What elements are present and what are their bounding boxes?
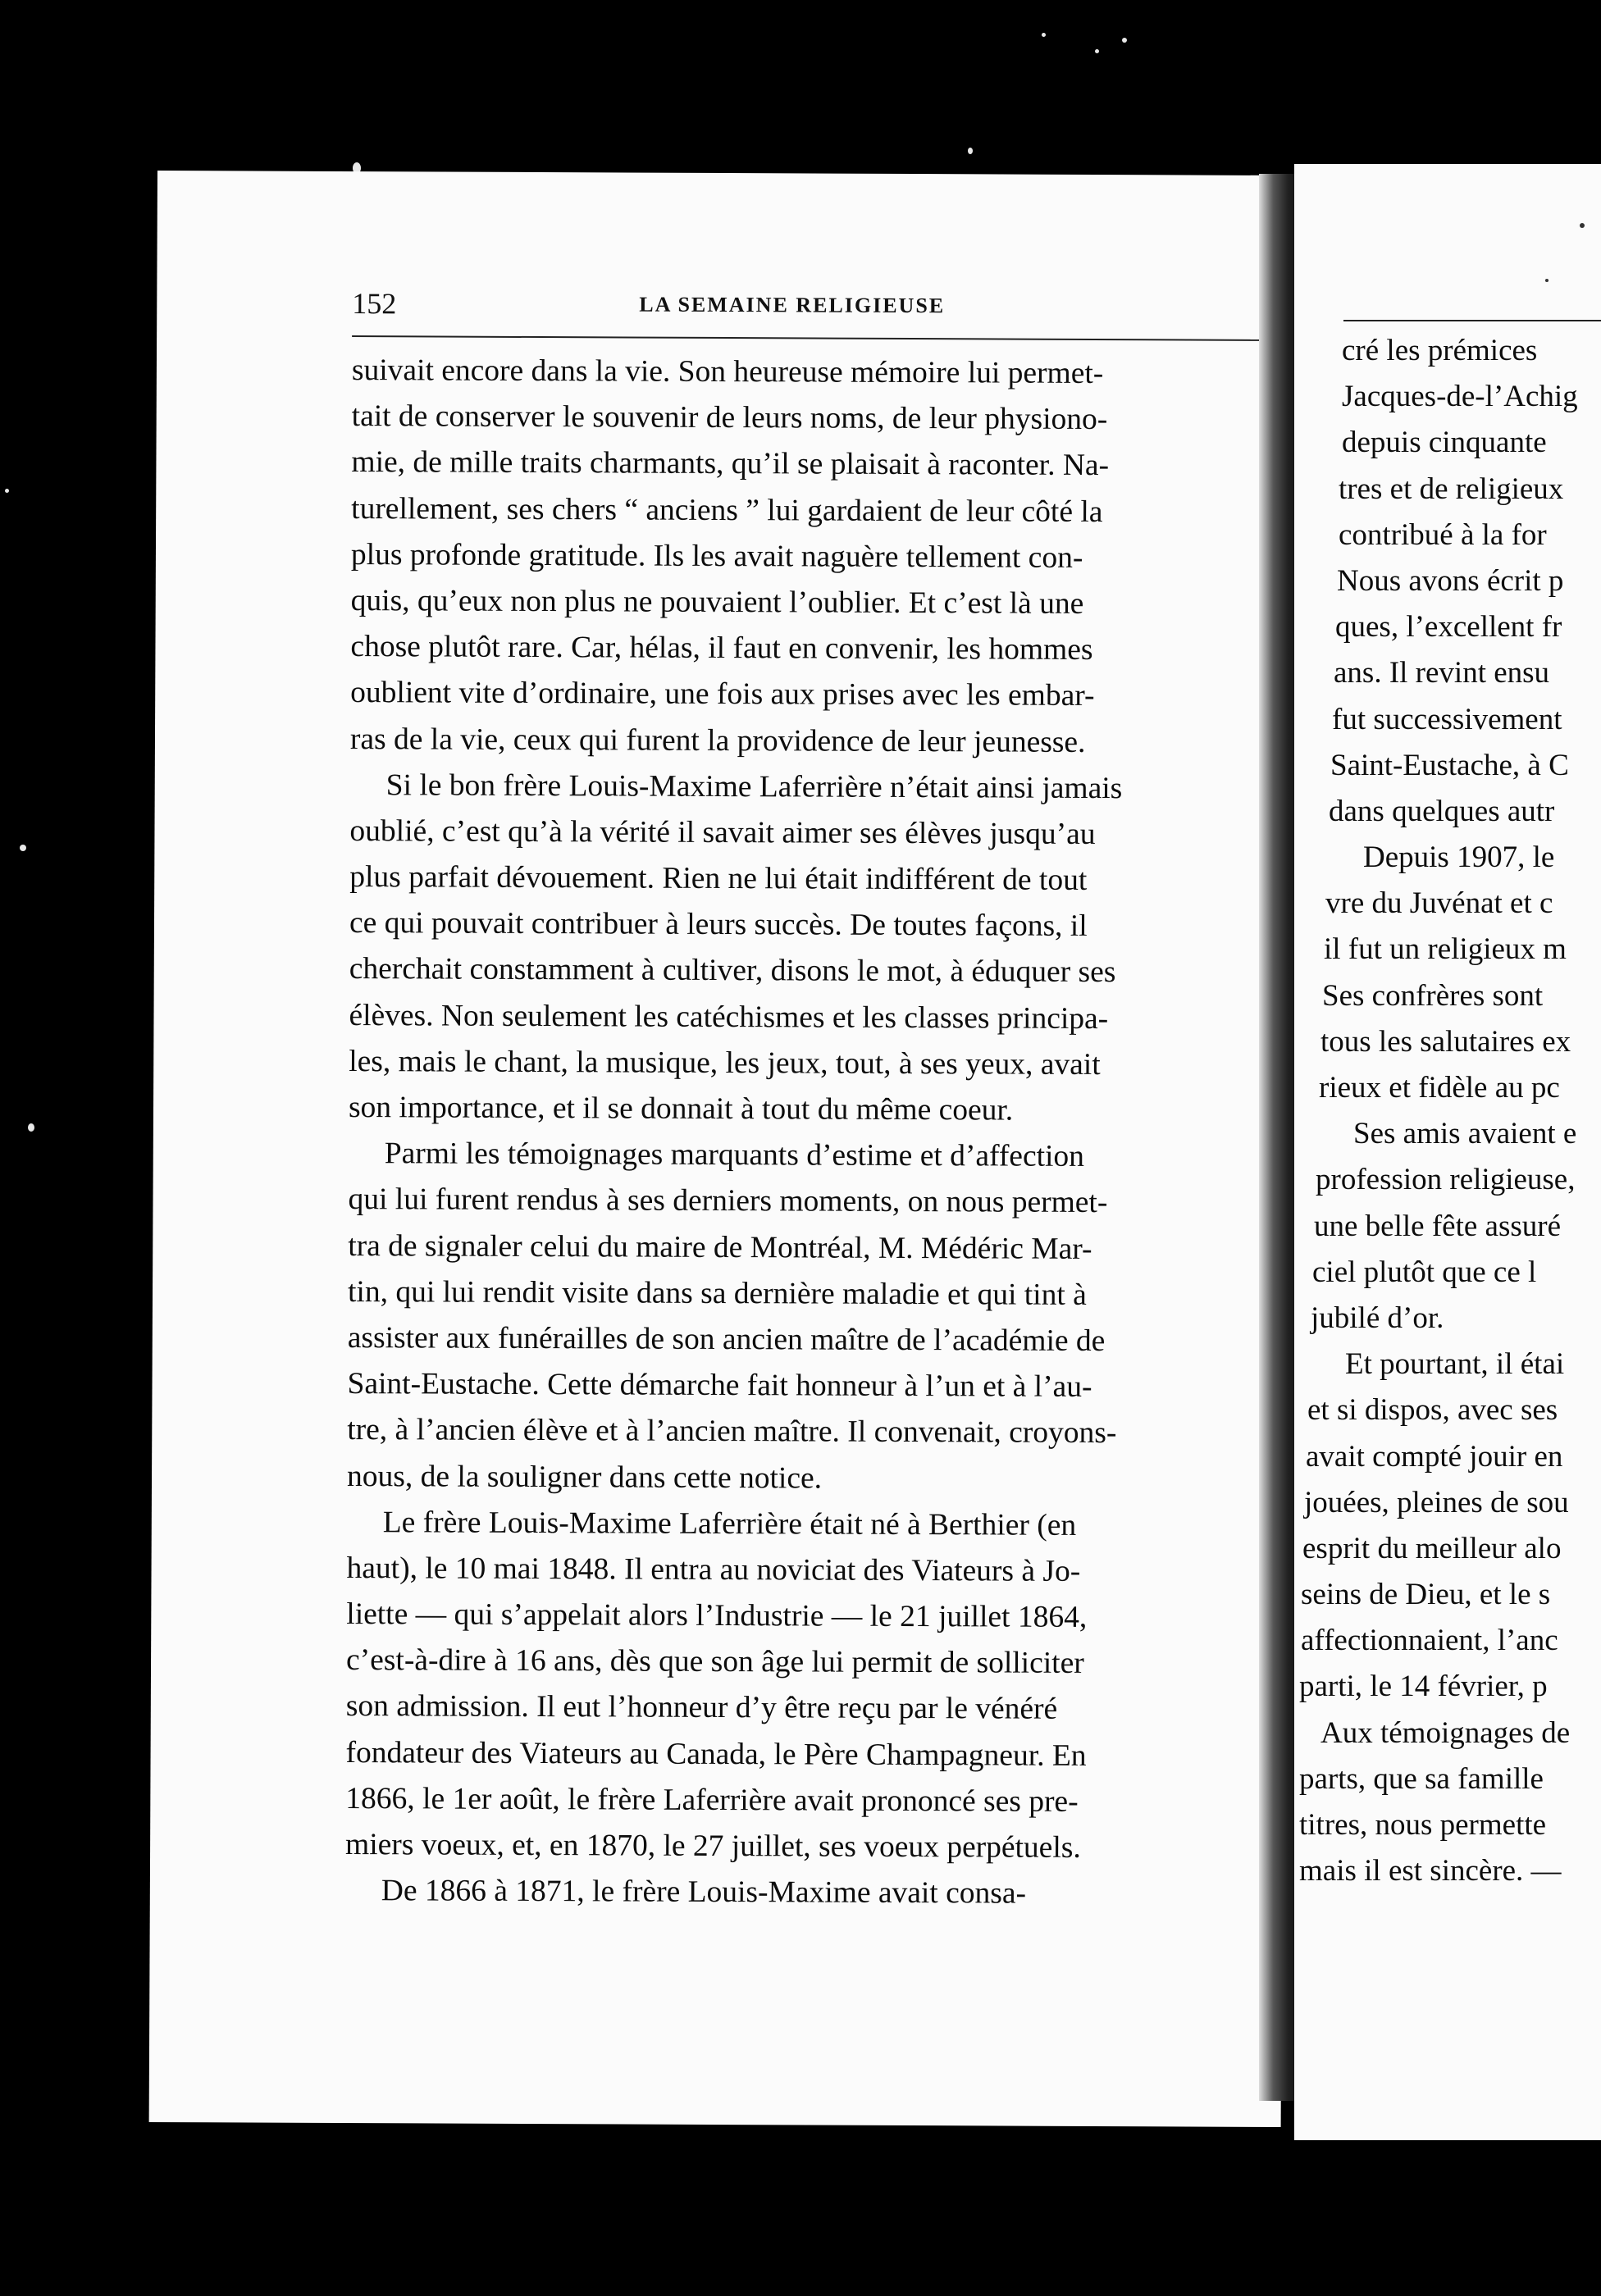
text-line: parts, que sa famille <box>1299 1761 1544 1796</box>
text-line: mie, de mille traits charmants, qu’il se plaisait à raconter. Na- <box>351 445 1110 483</box>
scan-speck <box>1122 38 1127 43</box>
text-line: affectionnaient, l’anc <box>1301 1624 1558 1658</box>
running-title: LA SEMAINE RELIGIEUSE <box>639 292 946 318</box>
text-line: tres et de religieux <box>1339 472 1564 506</box>
page-header <box>352 286 1261 330</box>
scan-speck <box>1095 49 1099 53</box>
scan-speck <box>5 489 9 493</box>
text-line: Saint-Eustache, à C <box>1330 748 1569 782</box>
text-line: liette — qui s’appelait alors l’Industrie — le 21 juillet 1864, <box>346 1597 1088 1635</box>
speck <box>1580 223 1585 228</box>
header-rule <box>352 335 1261 341</box>
text-line: ciel plutôt que ce l <box>1312 1255 1537 1289</box>
text-line: qui lui furent rendus à ses derniers moments, on nous permet- <box>348 1182 1108 1220</box>
text-line: dans quelques autr <box>1329 794 1555 828</box>
text-line: 1866, le 1er août, le frère Laferrière avait prononcé ses pre- <box>345 1781 1079 1819</box>
paragraph-start-line: Si le bon frère Louis-Maxime Laferrière n’était ainsi jamais <box>385 768 1123 805</box>
text-line: c’est-à-dire à 16 ans, dès que son âge lui permit de solliciter <box>345 1643 1084 1681</box>
text-line: Saint-Eustache. Cette démarche fait honneur à l’un et à l’au- <box>347 1367 1092 1405</box>
text-line: Jacques-de-l’Achig <box>1342 380 1578 414</box>
text-line: tait de conserver le souvenir de leurs noms, de leur physiono- <box>351 399 1108 437</box>
text-line: quis, qu’eux non plus ne pouvaient l’oublier. Et c’est là une <box>350 583 1084 621</box>
text-line: esprit du meilleur alo <box>1302 1531 1562 1565</box>
paragraph-start-line: Ses amis avaient e <box>1353 1117 1577 1151</box>
text-line: il fut un religieux m <box>1324 932 1567 967</box>
text-line: élèves. Non seulement les catéchismes et les classes principa- <box>349 998 1109 1036</box>
scan-speck <box>20 845 26 851</box>
text-line: vre du Juvénat et c <box>1325 886 1553 921</box>
paragraph-start-line: Le frère Louis-Maxime Laferrière était né à Berthier (en <box>382 1505 1077 1542</box>
paragraph-start-line: Aux témoignages de <box>1320 1715 1571 1750</box>
text-line: Nous avons écrit p <box>1337 563 1564 598</box>
text-line: fondateur des Viateurs au Canada, le Père Champagneur. En <box>345 1735 1087 1773</box>
text-line: tous les salutaires ex <box>1320 1024 1571 1059</box>
text-line: et si dispos, avec ses <box>1307 1393 1558 1428</box>
scan-speck <box>28 1123 34 1132</box>
text-line: cherchait constamment à cultiver, disons le mot, à éduquer ses <box>349 952 1116 990</box>
text-line: tra de signaler celui du maire de Montréal, M. Médéric Mar- <box>348 1228 1092 1266</box>
text-line: rieux et fidèle au pc <box>1319 1071 1560 1105</box>
header-rule <box>1343 320 1601 321</box>
text-line: contribué à la for <box>1339 517 1547 552</box>
text-line: cré les prémices <box>1342 334 1538 367</box>
paragraph-start-line: Parmi les témoignages marquants d’estime et d’affection <box>384 1137 1085 1174</box>
text-line: ans. Il revint ensu <box>1334 656 1550 690</box>
paragraph-start-line: Et pourtant, il étai <box>1345 1347 1565 1382</box>
text-line: plus profonde gratitude. Ils les avait naguère tellement con- <box>350 537 1083 575</box>
scan-speck <box>968 148 973 154</box>
text-line: jubilé d’or. <box>1311 1301 1444 1335</box>
paragraph-start-line: Depuis 1907, le <box>1363 840 1555 875</box>
text-line: depuis cinquante <box>1342 426 1547 460</box>
text-line: nous, de la souligner dans cette notice. <box>346 1459 823 1496</box>
text-line: plus parfait dévouement. Rien ne lui était indifférent de tout <box>349 860 1088 898</box>
text-line: seins de Dieu, et le s <box>1301 1578 1551 1612</box>
left-page <box>149 171 1289 2127</box>
text-line: suivait encore dans la vie. Son heureuse mémoire lui permet- <box>351 353 1104 391</box>
page-number: 152 <box>352 287 397 321</box>
speck <box>1545 279 1549 282</box>
text-line: les, mais le chant, la musique, les jeux, tout, à ses yeux, avait <box>349 1044 1101 1082</box>
text-line: Ses confrères sont <box>1322 978 1544 1013</box>
text-line: une belle fête assuré <box>1314 1209 1561 1243</box>
body-text <box>345 348 1266 1918</box>
body-text <box>1299 328 1601 1894</box>
text-line: haut), le 10 mai 1848. Il entra au noviciat des Viateurs à Jo- <box>346 1551 1081 1588</box>
text-line: ques, l’excellent fr <box>1335 610 1562 645</box>
text-line: oublié, c’est qu’à la vérité il savait aimer ses élèves jusqu’au <box>349 813 1096 851</box>
text-line: tin, qui lui rendit visite dans sa dernière maladie et qui tint à <box>347 1274 1087 1312</box>
text-line: titres, nous permette <box>1299 1808 1547 1842</box>
text-line: ce qui pouvait contribuer à leurs succès. De toutes façons, il <box>349 906 1088 944</box>
text-line: fut successivement <box>1332 702 1562 736</box>
text-line: profession religieuse, <box>1316 1163 1576 1197</box>
text-line: son importance, et il se donnait à tout du même coeur. <box>348 1091 1014 1128</box>
text-line: son admission. Il eut l’honneur d’y être reçu par le vénéré <box>345 1689 1058 1727</box>
text-line: chose plutôt rare. Car, hélas, il faut en convenir, les hommes <box>350 630 1093 667</box>
paragraph-start-line: De 1866 à 1871, le frère Louis-Maxime avait consa- <box>381 1874 1027 1911</box>
text-line: avait compté jouir en <box>1306 1439 1563 1474</box>
text-line: ras de la vie, ceux qui furent la providence de leur jeunesse. <box>349 722 1086 759</box>
text-line: assister aux funérailles de son ancien maître de l’académie de <box>347 1320 1106 1358</box>
text-line: mais il est sincère. — <box>1299 1854 1562 1888</box>
right-page <box>1294 164 1601 2140</box>
text-line: tre, à l’ancien élève et à l’ancien maître. Il convenait, croyons- <box>347 1413 1117 1451</box>
text-line: oublient vite d’ordinaire, une fois aux prises avec les embar- <box>350 676 1095 713</box>
text-line: parti, le 14 février, p <box>1299 1670 1548 1704</box>
scan-speck <box>1042 33 1046 37</box>
text-line: jouées, pleines de sou <box>1304 1485 1569 1519</box>
text-line: miers voeux, et, en 1870, le 27 juillet, ses voeux perpétuels. <box>345 1828 1081 1865</box>
text-line: turellement, ses chers “ anciens ” lui gardaient de leur côté la <box>351 491 1103 529</box>
